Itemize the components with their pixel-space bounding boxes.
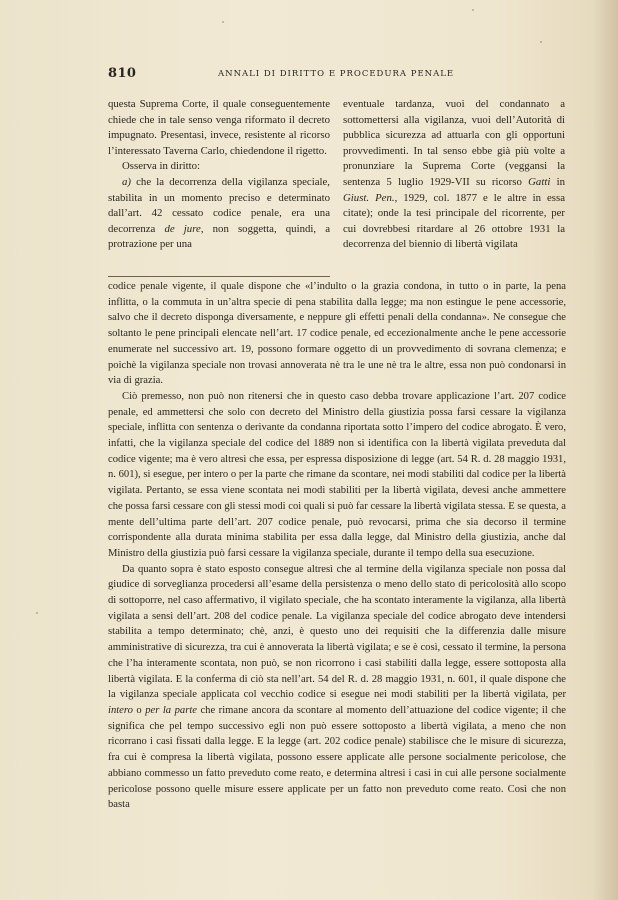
right-column <box>343 97 565 253</box>
paper-speck <box>472 9 474 11</box>
case-name: Gatti <box>528 175 551 188</box>
paper-speck <box>540 41 542 43</box>
point-label: a) <box>122 175 131 188</box>
column-divider-rule <box>108 276 330 277</box>
body-paragraph: Da quanto sopra è stato esposto consegue altresì che al termine della vigilanza speciale non possa dal giudice di sorveglianza procedersi all’esame della persistenza o meno dello stato di pericolosità allo scopo di sottoporre, nel caso affermativo, il vigilato speciale, che ha scontato interamente la vigilanza, alla libertà vigilata a sensi dell’art. 208 del codice penale. La vigilanza speciale del codice abrogato deve intendersi stabilita a tempo determinato; chè, anzi, è questo uno dei requisiti che la differenzia dalle misure amministrative di sicurezza, tra cui è annoverata la libertà vigilata; e se è così, cessato il termine, la persona che l’ha interamente scontata, non può, se non ricorrono i casi stabiliti dalla legge, essere sottoposta alla libertà vigilata. E la conferma di ciò sta nell’art. 54 del R. d. 28 maggio 1931, n. 601, il quale dispone che la vigilanza speciale applicata col vecchio codice si esegue nei modi stabiliti per la libertà vigilata, per intero o per la parte che rimane ancora da scontare al momento dell’attuazione del codice vigente; il che significa che pel tempo successivo egli non può essere sottoposto a libertà vigilata, a meno che non ricorrano i casi fissati dalla legge. E la legge (art. 202 codice penale) stabilisce che le misure di sicurezza, fra cui è compresa la libertà vigilata, possono essere applicate alle persone socialmente pericolose, che abbiano commesso un fatto preveduto come reato, e determina altresì i casi in cui alle persone socialmente pericolose possono quelle misure essere applicate per un fatto non preveduto come reato. Così che non basta <box>108 563 567 811</box>
left-column <box>108 97 330 253</box>
paper-speck <box>36 612 38 614</box>
body-paragraph: Ciò premesso, non può non ritenersi che in questo caso debba trovare applicazione l’art. 207 codice penale, ed ammettersi che solo con decreto del Ministro della giustizia possa farsi cessare la vigilanza speciale, inflitta con sentenza o derivante da condanna riportata sotto l’impero del codice abrogato. È vero, infatti, che la vigilanza speciale del codice del 1889 non si identifica con la libertà vigilata preveduta dal codice vigente; ma è vero altresì che essa, per espressa disposizione di legge (art. 54 R. d. 28 maggio 1931, n. 601), si esegue, per intero o per la parte che rimane da scontare, nei modi stabiliti dal codice per la libertà vigilata. Pertanto, se essa viene scontata nei modi stabiliti per la libertà vigilata, devesi anche ammettere che possa farsi cessare con gli stessi modi coi quali si può far cessare la libertà vigilata stessa. E se questa, a mente dell’ultima parte dell’art. 207 codice penale, può revocarsi, prima che sia decorso il termine corrispondente alla durata minima stabilita per essa dalla legge, dal Ministro della giustizia, anche dal Ministro della giustizia può farsi cessare la vigilanza speciale, durante il tempo della sua esecuzione. <box>108 390 566 559</box>
page-edge-shadow <box>592 0 618 900</box>
running-header <box>108 66 566 84</box>
left-point-a: a) che la decorrenza della vigilanza speciale, stabilita in un momento preciso e determinato dall’art. 42 cessato codice penale, era una decorrenza de jure, non soggetta, quindi, a protrazione per una <box>108 175 330 251</box>
right-paragraph: eventuale tardanza, vuoi del condannato a sottomettersi alla vigilanza, vuoi dell’Autorità di pubblica sicurezza ad attuarla con gli opportuni provvedimenti. In tal senso ebbe già più volte a pronunziare la Suprema Corte (veggansi la sentenza 5 luglio 1929-VII su ricorso Gatti in Giust. Pen., 1929, col. 1877 e le altre in essa citate); onde la tesi principale del ricorrente, per cui dovrebbesi ritardare al 26 ottobre 1931 la decorrenza del biennio di libertà vigilata <box>343 98 566 251</box>
left-heading: Osserva in diritto: <box>122 160 200 173</box>
left-paragraph: questa Suprema Corte, il quale conseguentemente chiede che in tale senso venga riformato il decreto impugnato. Presentasi, invece, resistente al ricorso l’interessato Taverna Carlo, chiedendone il rigetto. <box>108 98 330 157</box>
body-paragraph: codice penale vigente, il quale dispone che «l’indulto o la grazia condona, in tutto o in parte, la pena inflitta, o la commuta in un’altra specie di pena stabilita dalla legge; ma non estingue le pene accessorie, salvo che il decreto disponga diversamente, e neppure gli effetti penali della condanna». Ne consegue che soltanto le pene principali elencate nell’art. 17 codice penale, ed eccezionalmente anche le pene accessorie enumerate nel successivo art. 19, possono formare oggetto di un provvedimento di sovrana clemenza; e poichè la vigilanza speciale non trovasi annoverata nè tra le une nè tra le altre, essa non può condonarsi in via di grazia. <box>108 281 566 387</box>
paper-speck <box>222 21 224 23</box>
emphasis: per la parte <box>145 704 197 716</box>
page-number: 810 <box>108 66 137 81</box>
journal-title: ANNALI DI DIRITTO E PROCEDURA PENALE <box>218 69 455 79</box>
latin-phrase: de jure <box>164 222 201 235</box>
emphasis: intero <box>108 704 133 716</box>
main-text <box>108 279 566 813</box>
journal-citation: Giust. Pen. <box>343 191 395 204</box>
